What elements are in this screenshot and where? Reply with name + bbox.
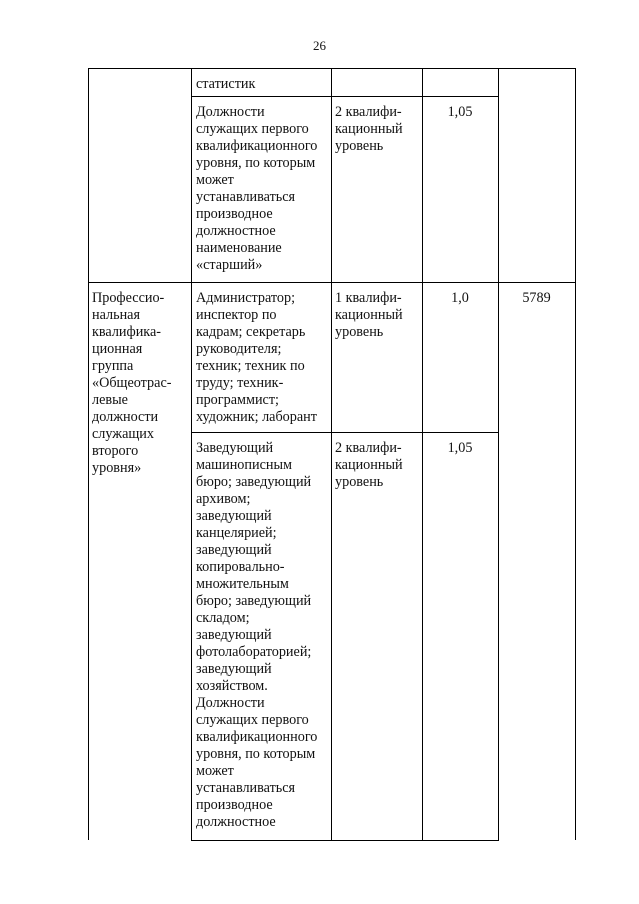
qualification-level-cell: 1 квалифи- кационный уровень (335, 290, 403, 340)
salary-cell: 5789 (522, 290, 551, 306)
group-name-cell: Профессио- нальная квалифика- ционная группа «Общеотрас- левые должности служащих второго уровня» (92, 290, 172, 476)
position-cell: Заведующий машинописным бюро; заведующий архивом; заведующий канцелярией; заведующий копировально- множительным бюро; заведующий складом; заведующий фотолабораторией; заведующий хозяйством. Должности служащих первого квалификационного уровня, по которым может устанавливаться производное должностное (196, 440, 318, 830)
position-cell: статистик (196, 76, 256, 92)
coefficient-cell: 1,05 (447, 440, 473, 456)
row-divider (191, 840, 498, 841)
position-cell: Администратор; инспектор по кадрам; секретарь руководителя; техник; техник по труду; техник- программист; художник; лаборант (196, 290, 317, 425)
table-right-border (575, 68, 576, 840)
coefficient-cell: 1,0 (451, 290, 469, 306)
qualification-level-cell: 2 квалифи- кационный уровень (335, 440, 403, 490)
column-divider (498, 68, 499, 841)
qualification-level-cell: 2 квалифи- кационный уровень (335, 104, 403, 154)
column-divider (331, 68, 332, 841)
page-number: 26 (313, 38, 326, 53)
table-left-border (88, 68, 89, 840)
column-divider (191, 68, 192, 841)
position-cell: Должности служащих первого квалификационного уровня, по которым может устанавливаться производное должностное наименование «старший» (196, 104, 318, 273)
row-divider (191, 96, 498, 97)
row-divider (191, 432, 498, 433)
coefficient-cell: 1,05 (447, 104, 473, 120)
